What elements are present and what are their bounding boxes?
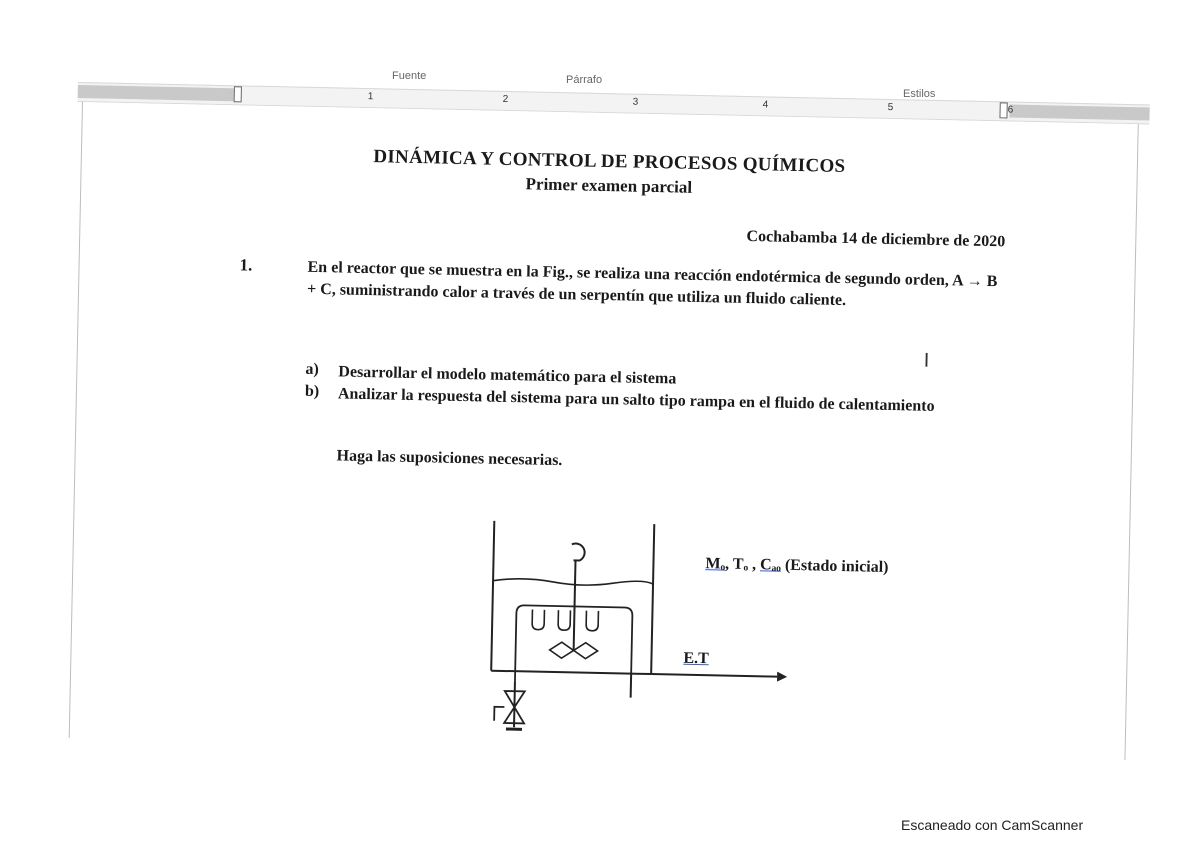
valve-actuator [494,707,504,721]
coil-loop [558,610,570,630]
state-temperature: Tₒ [732,555,749,574]
question-text: En el reactor que se muestra en la Fig., se realiza una reacción endotérmica de segundo orden, A → B + C, suministrando calor a través de un serpentín que utiliza un fluido caliente. [306,258,998,310]
toolbar-label-paragraph[interactable]: Párrafo [566,74,603,86]
inlet-pipe [514,681,515,727]
document-title: DINÁMICA Y CONTROL DE PROCESOS QUÍMICOS [373,146,846,177]
coil-loop [532,610,544,630]
impeller-left-blade [549,642,573,658]
motor-icon [572,543,585,560]
right-indent-marker[interactable] [999,102,1007,118]
item-letter-b: b) [304,382,320,401]
liquid-level [493,578,653,586]
question-number: 1. [239,255,253,275]
item-text-b: Analizar la respuesta del sistema para un salto tipo rampa en el fluido de calentamiento [337,385,935,415]
assumptions-note: Haga las suposiciones necesarias. [336,447,563,470]
state-separator-1: , [724,555,734,573]
state-mass: Mₒ [705,555,726,573]
ruler-left-margin [78,85,238,101]
ruler-number: 6 [1007,104,1014,116]
document-page[interactable] [69,102,1139,760]
output-stream-label: E.T [683,649,709,668]
impeller-right-blade [573,642,597,658]
ruler-number: 1 [367,91,374,103]
outlet-pipe-drop [631,674,632,698]
document-date: Cochabamba 14 de diciembre de 2020 [746,227,1006,251]
ruler-number: 2 [502,93,509,106]
state-suffix: (Estado inicial) [780,556,889,576]
arrow-right-icon [777,672,787,682]
toolbar-label-font[interactable]: Fuente [392,70,427,82]
effluent-line [651,674,777,677]
item-letter-a: a) [305,360,319,379]
document-subtitle: Primer examen parcial [525,174,693,197]
left-indent-marker[interactable] [234,86,242,102]
agitator-shaft [574,560,576,650]
ruler-number: 5 [887,101,894,114]
initial-state-label [705,555,888,577]
text-cursor-icon: I [923,349,930,372]
toolbar-label-styles[interactable]: Estilos [903,88,936,100]
ruler-number: 4 [762,99,769,111]
tank-right-wall [651,524,654,674]
tank-left-wall [491,521,494,671]
state-concentration: Cₐₒ [759,556,782,574]
item-text-a: Desarrollar el modelo matemático para el sistema [338,363,677,388]
coil-loop [586,611,598,631]
camscanner-watermark: Escaneado con CamScanner [901,817,1084,833]
state-separator-2: , [747,556,761,574]
ruler-number: 3 [632,96,639,108]
ruler-right-margin [1009,105,1149,121]
